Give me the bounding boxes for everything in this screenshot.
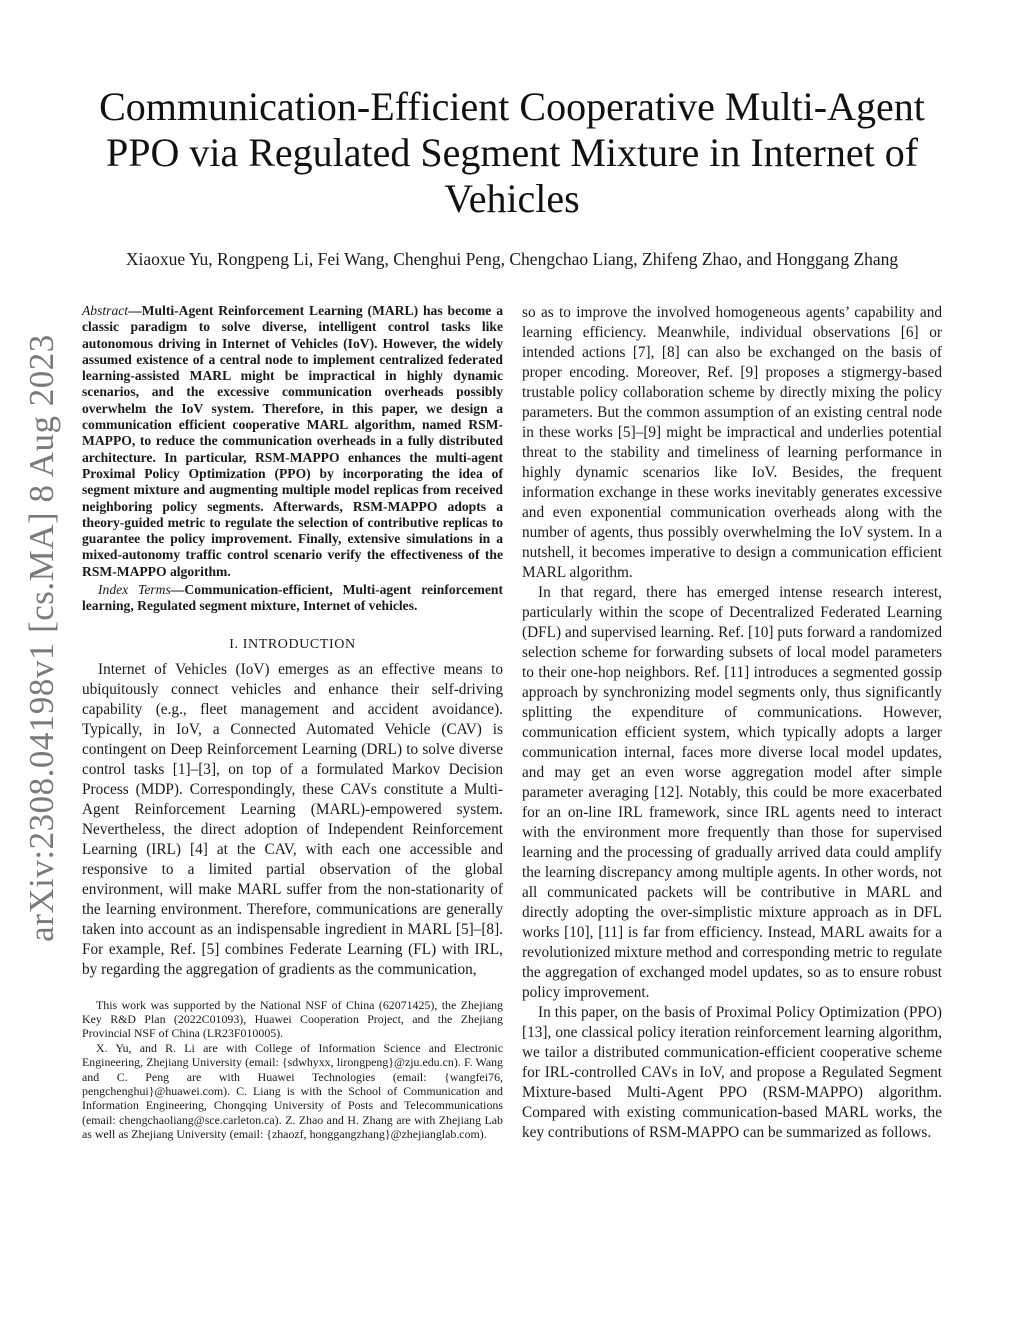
intro-paragraph: Internet of Vehicles (IoV) emerges as an effective means to ubiquitously connect vehicles and enhance their self-driving capability (e.g., fleet management and accident avoidance). Typically, in IoV, a Connected Automated Vehicle (CAV) is contingent on Deep Reinforcement Learning (DRL) to solve diverse control tasks [1]–[3], on top of a formulated Markov Decision Process (MDP). Correspondingly, these CAVs constitute a Multi-Agent Reinforcement Learning (MARL)-empowered system. Nevertheless, the direct adoption of Independent Reinforcement Learning (IRL) [4] at the CAV, with each one accessible and responsive to a limited partial observation of the global environment, will make MARL suffer from the non-stationarity of the learning environment. Therefore, communications are generally taken into account as an indispensable ingredient in MARL [5]–[8]. For example, Ref. [5] combines Federate Learning (FL) with IRL, by regarding the aggregation of gradients as the communication,: [82, 660, 503, 978]
right-column: [522, 303, 942, 1143]
right-paragraph-1: so as to improve the involved homogeneous agents’ capability and learning efficiency. Meanwhile, individual observations [6] or intended actions [7], [8] can also be exchanged on the basis of proper encoding. Moreover, Ref. [9] proposes a stigmergy-based trustable policy collaboration scheme by directly mixing the policy parameters. But the common assumption of an existing central node in these works [5]–[9] might be impractical and underlies potential threat to the stability and timeliness of learning performance in highly dynamic scenarios like IoV. Besides, the frequent information exchange in these works inevitably generates excessive and even exponential communication overheads along with the number of agents, thus possibly overwhelming the IoV system. In a nutshell, it becomes imperative to design a communication efficient MARL algorithm.: [522, 304, 942, 581]
arxiv-id: arXiv:2308.04198v1 [cs.MA] 8 Aug 2023: [22, 334, 61, 942]
abstract-text: —Multi-Agent Reinforcement Learning (MARL) has become a classic paradigm to solve diverse, intelligent control tasks like autonomous driving in Internet of Vehicles (IoV). However, the widely assumed existence of a central node to implement centralized federated learning-assisted MARL might be impractical in highly dynamic scenarios, and the excessive communication overheads possibly overwhelm the IoV system. Therefore, in this paper, we design a communication efficient cooperative MARL algorithm, named RSM-MAPPO, to reduce the communication overheads in a fully distributed architecture. In particular, RSM-MAPPO enhances the multi-agent Proximal Policy Optimization (PPO) by incorporating the idea of segment mixture and augmenting multiple model replicas from received neighboring policy segments. Afterwards, RSM-MAPPO adopts a theory-guided metric to regulate the selection of contributive replicas to guarantee the policy improvement. Finally, extensive simulations in a mixed-autonomy traffic control scenario verify the effectiveness of the RSM-MAPPO algorithm.: [82, 303, 503, 579]
abstract-label: Abstract: [82, 303, 129, 318]
right-paragraph-3: In this paper, on the basis of Proximal Policy Optimization (PPO) [13], one classical policy iteration reinforcement learning algorithm, we tailor a distributed communication-efficient cooperative scheme for IRL-controlled CAVs in IoV, and propose a Regulated Segment Mixture-based Multi-Agent PPO (RSM-MAPPO) algorithm. Compared with existing communication-based MARL works, the key contributions of RSM-MAPPO can be summarized as follows.: [522, 1004, 942, 1141]
index-terms: [82, 582, 503, 615]
author-list: Xiaoxue Yu, Rongpeng Li, Fei Wang, Chenghui Peng, Chengchao Liang, Zhifeng Zhao, and Honggang Zhang: [125, 249, 899, 269]
footnote-affiliations: X. Yu, and R. Li are with College of Information Science and Electronic Engineering, Zhejiang University (email: {sdwhyxx, lirongpeng}@zju.edu.cn). F. Wang and C. Peng are with Huawei Technologies (email: {wangfei76, pengchenghui}@huawei.com). C. Liang is with the School of Communication and Information Engineering, Chongqing University of Posts and Telecommunications (email: chengchaoliang@sce.carleton.ca). Z. Zhao and H. Zhang are with Zhejiang Lab as well as Zhejiang University (email: {zhaozf, honggangzhang}@zhejianglab.com).: [82, 1040, 503, 1142]
abstract: [82, 303, 503, 580]
left-column: [82, 303, 503, 1142]
arxiv-watermark: [20, 334, 64, 942]
index-terms-label: Index Terms: [98, 582, 171, 598]
section-heading: I. INTRODUCTION: [229, 636, 356, 652]
index-terms-text: —Communication-efficient, Multi-agent reinforcement learning, Regulated segment mixture, Internet of vehicles.: [82, 582, 503, 614]
right-paragraph-2: In that regard, there has emerged intense research interest, particularly within the scope of Decentralized Federated Learning (DFL) and supervised learning. Ref. [10] puts forward a randomized selection scheme for forwarding subsets of local model parameters to their one-hop neighbors. Ref. [11] introduces a segmented gossip approach by synchronizing model segments only, thus significantly splitting the expenditure of communications. However, communication efficient system, which typically adopts a larger communication internal, faces more diverse local model updates, and may get an even worse aggregation model after simple parameter averaging [12]. Notably, this could be more exacerbated for an on-line IRL framework, since IRL agents need to interact with the environment more frequently than those for supervised learning and the processing of gradually arrived data could amplify the learning discrepancy among multiple agents. In other words, not all communicated packets will be contributive in MARL and directly adopting the over-simplistic mixture approach as in DFL works [10], [11] is far from efficiency. Instead, MARL awaits for a revolutionized mixture method and corresponding metric to regulate the aggregation of exchanged model updates, so as to ensure robust policy improvement.: [522, 584, 942, 1001]
paper-title: Communication-Efficient Cooperative Multi-Agent PPO via Regulated Segment Mixture in Internet of Vehicles: [99, 84, 925, 221]
footnote-funding: This work was supported by the National NSF of China (62071425), the Zhejiang Key R&D Plan (2022C01093), Huawei Cooperation Project, and the Zhejiang Provincial NSF of China (LR23F010005).: [82, 997, 503, 1041]
